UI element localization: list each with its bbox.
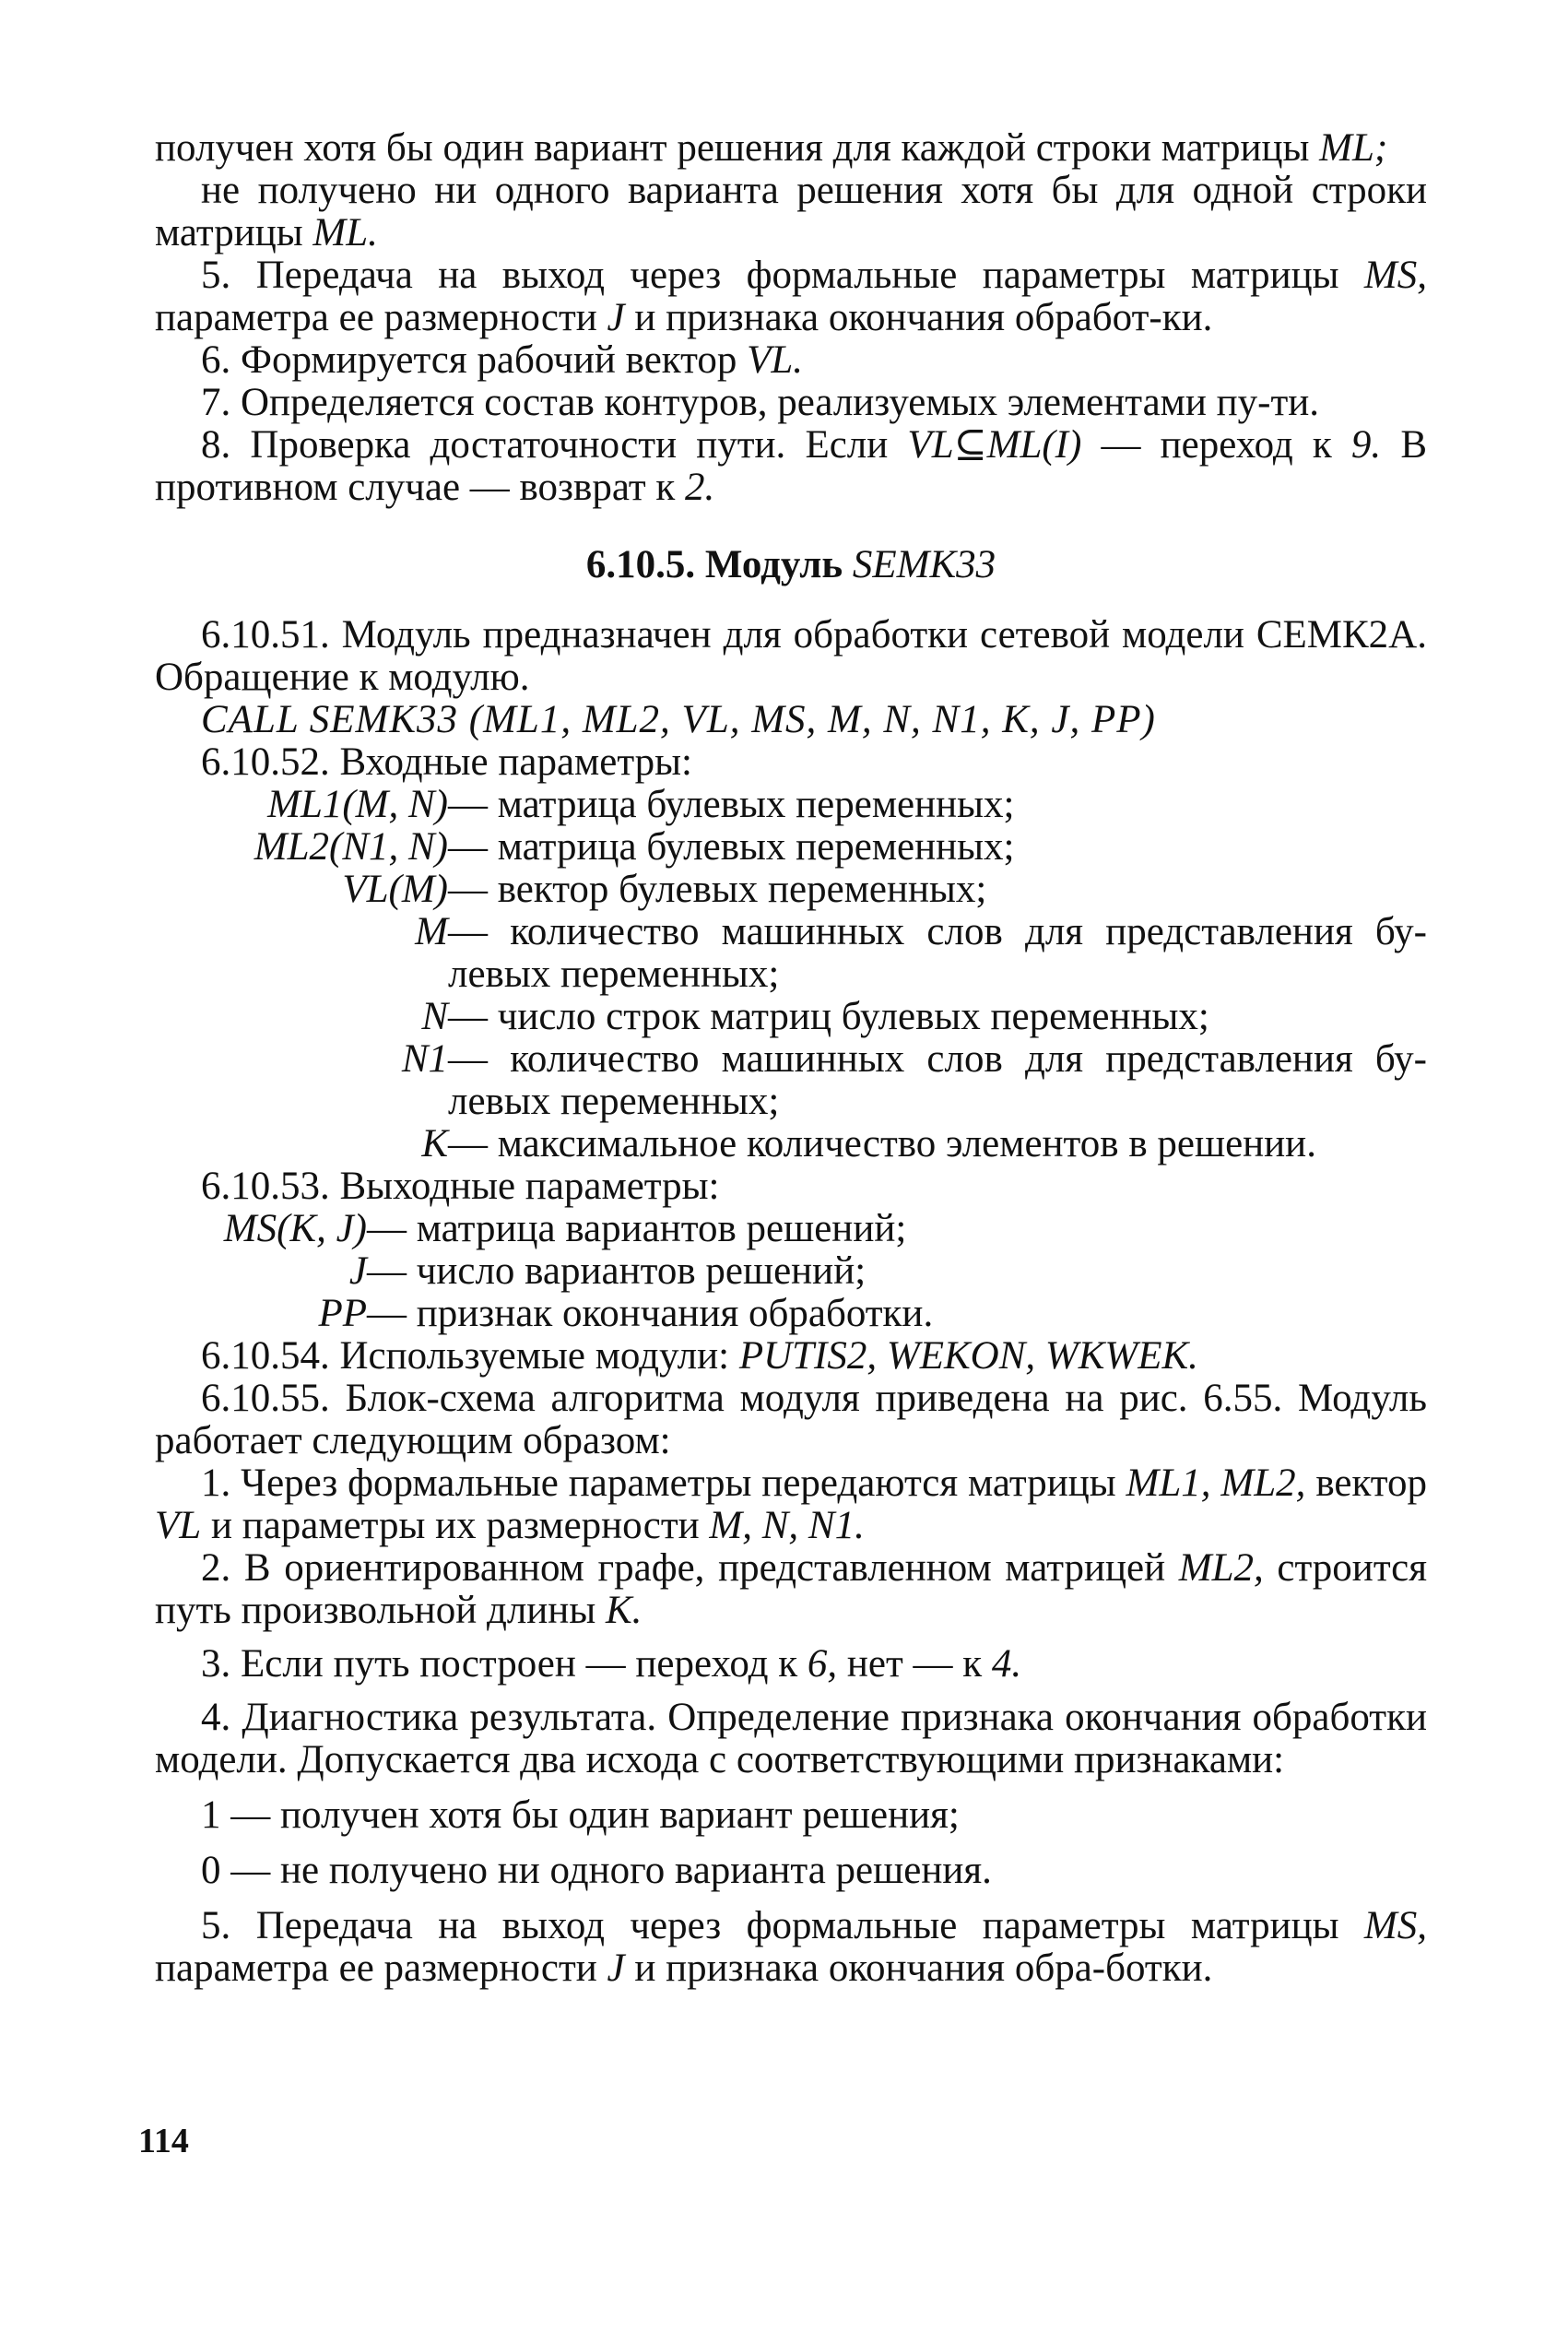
item-6-top: 6. Формируется рабочий вектор VL. bbox=[201, 338, 804, 382]
item-5-top: 5. Передача на выход через формальные параметры матрицы MS, параметра ее размерности J и признака окончания обработ-ки. bbox=[155, 254, 1427, 339]
param-row: J — число вариантов решений; bbox=[348, 1249, 867, 1293]
item-1: 1. Через формальные параметры передаются матрицы ML1, ML2, вектор VL и параметры их размерности M, N, N1. bbox=[155, 1461, 1428, 1547]
param-row: ML2(N1, N) — матрица булевых переменных; bbox=[253, 825, 1015, 869]
item-4: 4. Диагностика результата. Определение признака окончания обработки модели. Допускается два исхода с соответствующими признаками: bbox=[155, 1696, 1427, 1781]
call-statement: CALL SEMK33 (ML1, ML2, VL, MS, M, N, N1, K, J, PP) bbox=[201, 698, 1156, 741]
paragraph-6-10-52: 6.10.52. Входные параметры: bbox=[201, 740, 692, 784]
paragraph-top-1: получен хотя бы один вариант решения для каждой строки матрицы ML; bbox=[155, 126, 1388, 170]
param-row: N — число строк матриц булевых переменных; bbox=[421, 995, 1209, 1038]
paragraph-6-10-53: 6.10.53. Выходные параметры: bbox=[201, 1165, 720, 1208]
item-7-top: 7. Определяется состав контуров, реализуемых элементами пу-ти. bbox=[201, 381, 1320, 424]
paragraph-6-10-54: 6.10.54. Используемые модули: PUTIS2, WEKON, WKWEK. bbox=[201, 1334, 1198, 1378]
output-params-list bbox=[155, 1208, 1427, 1335]
page-number: 114 bbox=[138, 2122, 189, 2160]
paragraph-6-10-51: 6.10.51. Модуль предназначен для обработки сетевой модели СЕМК2А. Обращение к модулю. bbox=[155, 613, 1427, 699]
param-row: VL(M) — вектор булевых переменных; bbox=[342, 868, 987, 911]
input-params-list bbox=[155, 784, 1427, 1166]
param-row: PP — признак окончания обработки. bbox=[318, 1292, 934, 1335]
paragraph-top-2: не получено ни одного варианта решения хотя бы для одной строки матрицы ML. bbox=[155, 169, 1427, 254]
param-row: K — максимальное количество элементов в решении. bbox=[421, 1122, 1316, 1166]
result-1: 1 — получен хотя бы один вариант решения; bbox=[201, 1793, 960, 1837]
item-8-top: 8. Проверка достаточности пути. Если VL⊆ML(I) — переход к 9. В противном случае — возврат к 2. bbox=[155, 423, 1427, 509]
param-row: N1 — количество машинных слов для представления бу-левых переменных; bbox=[401, 1037, 1427, 1123]
section-heading: 6.10.5. Модуль SEMK33 bbox=[585, 543, 996, 586]
param-row: ML1(M, N) — матрица булевых переменных; bbox=[267, 783, 1015, 826]
param-row: M — количество машинных слов для представления бу-левых переменных; bbox=[415, 910, 1427, 996]
item-5: 5. Передача на выход через формальные параметры матрицы MS, параметра ее размерности J и признака окончания обра-ботки. bbox=[155, 1904, 1427, 1990]
page-text bbox=[155, 127, 1427, 1990]
param-row: MS(K, J) — матрица вариантов решений; bbox=[223, 1207, 907, 1250]
item-3: 3. Если путь построен — переход к 6, нет — к 4. bbox=[201, 1642, 1022, 1686]
paragraph-6-10-55: 6.10.55. Блок-схема алгоритма модуля приведена на рис. 6.55. Модуль работает следующим образом: bbox=[155, 1377, 1427, 1462]
result-0: 0 — не получено ни одного варианта решения. bbox=[201, 1849, 992, 1892]
item-2: 2. В ориентированном графе, представленном матрицей ML2, строится путь произвольной длины K. bbox=[155, 1546, 1428, 1632]
